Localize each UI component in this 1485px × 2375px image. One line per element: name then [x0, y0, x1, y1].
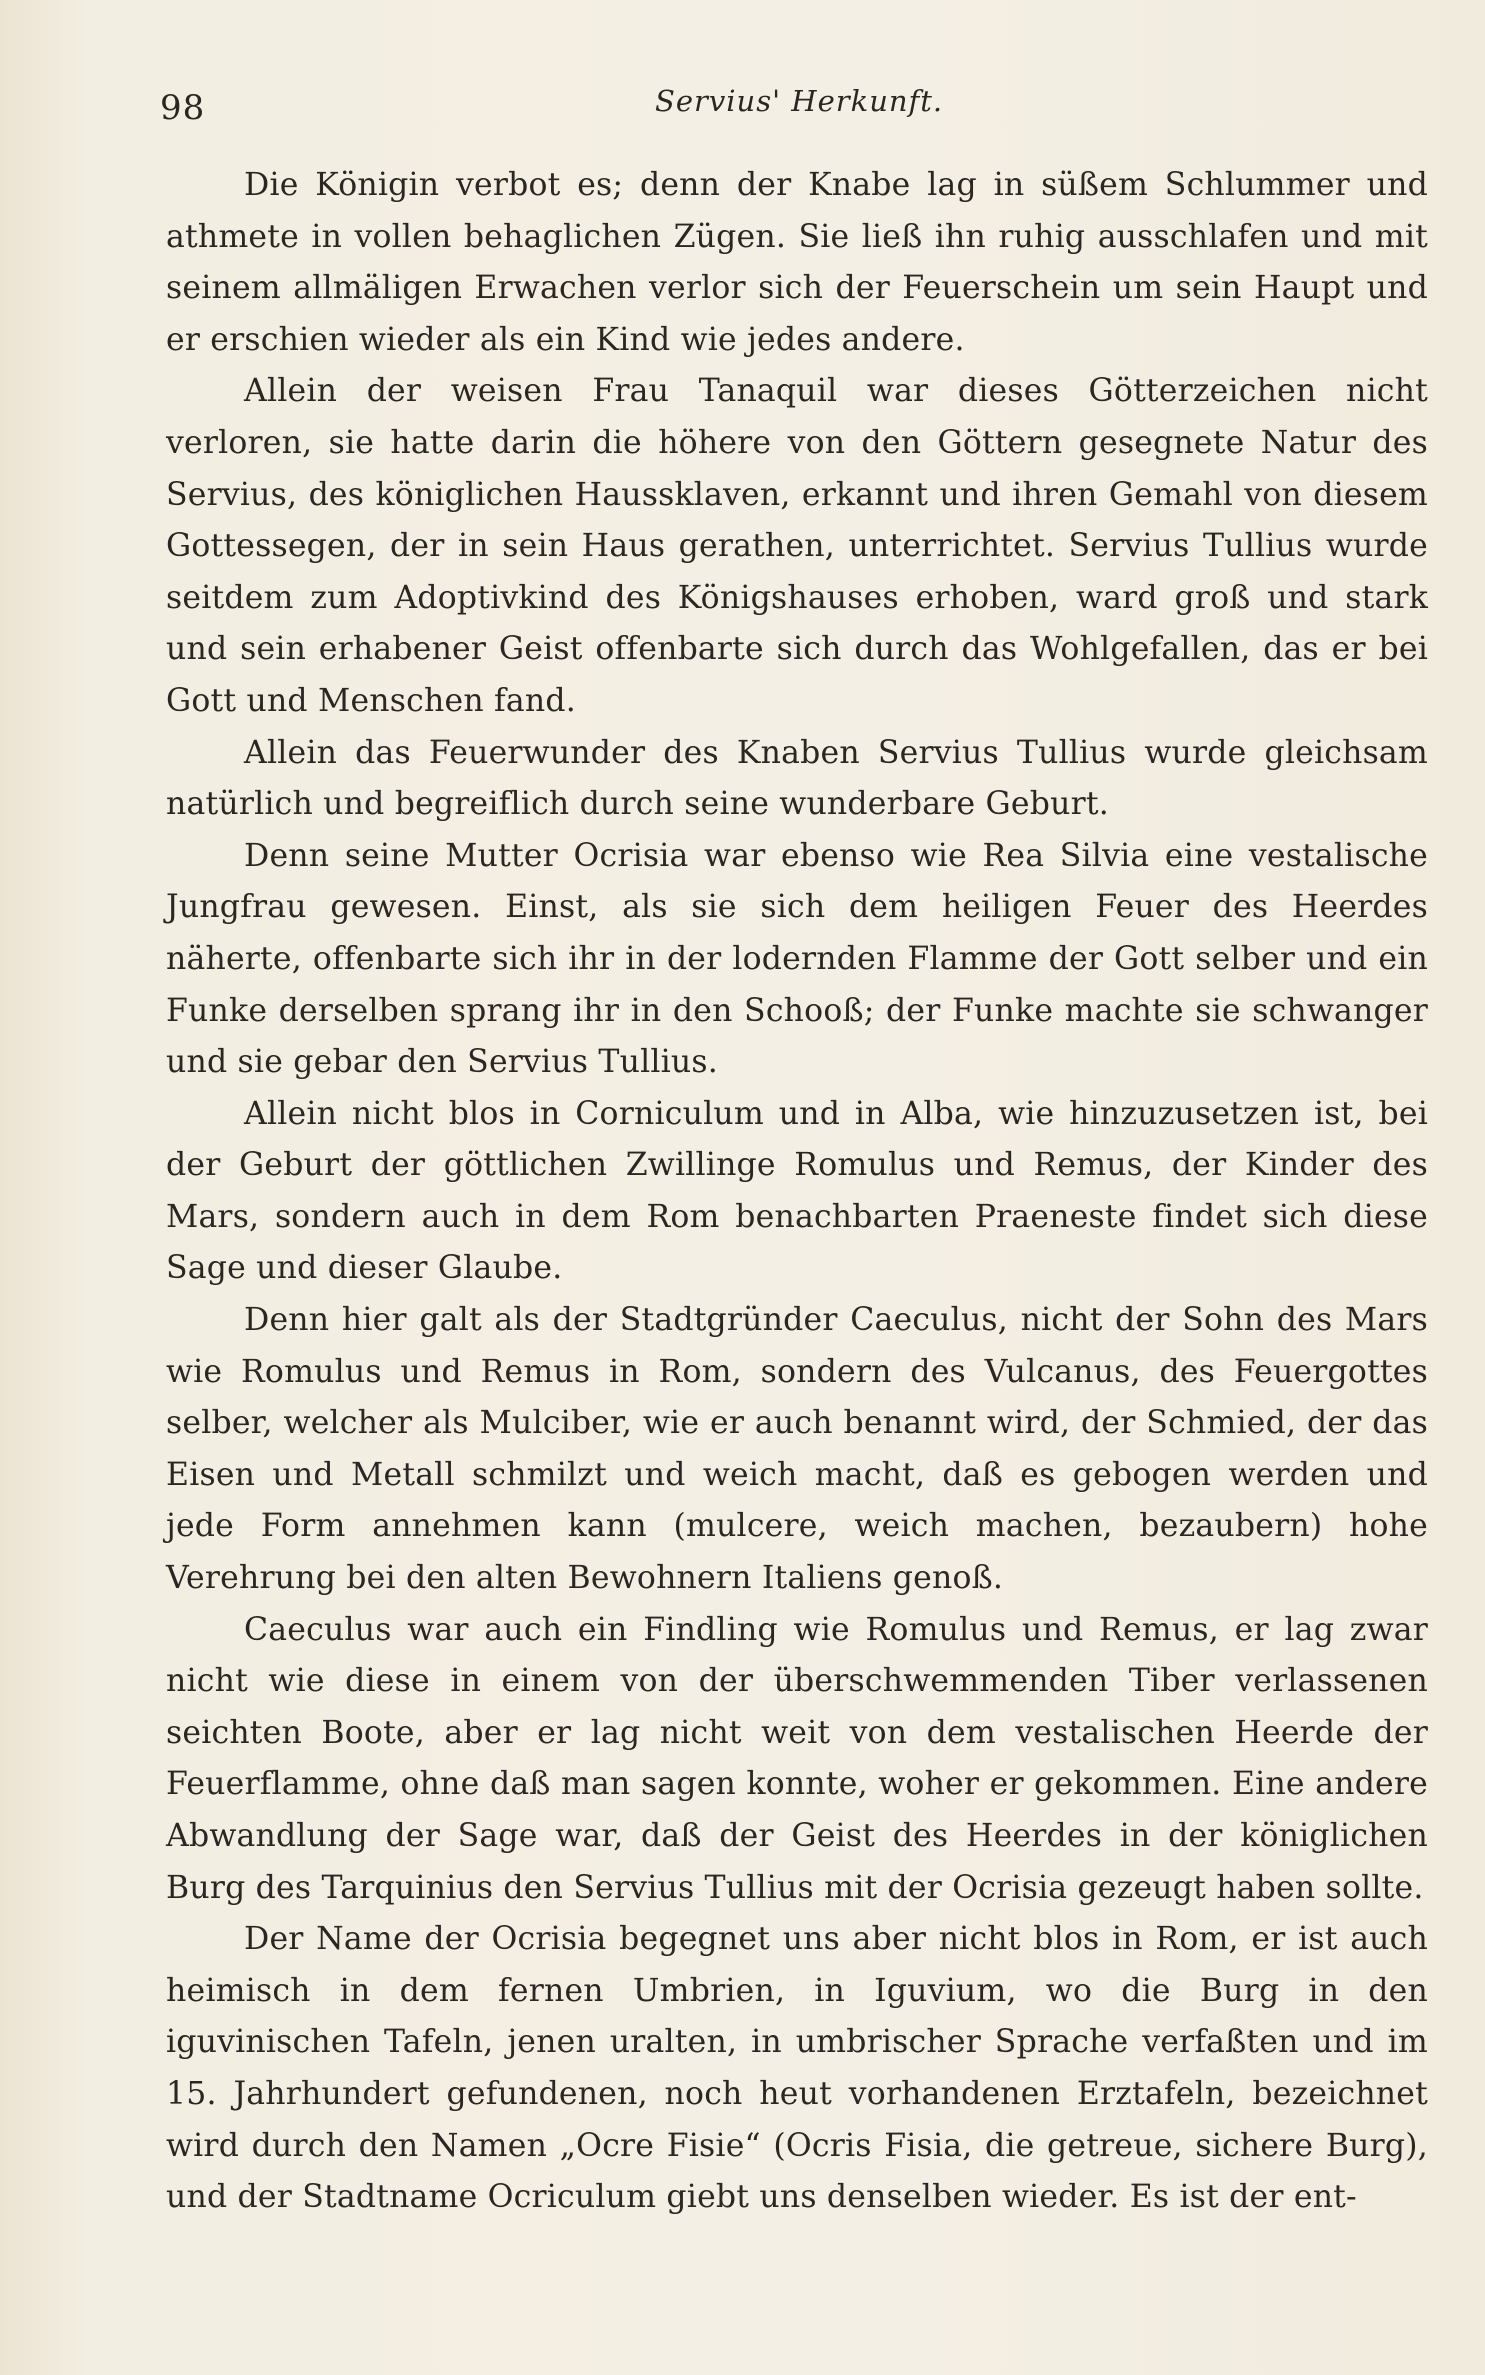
paragraph: Denn hier galt als der Stadtgründer Caeculus, nicht der Sohn des Mars wie Romulus und Remus in Rom, sondern des Vulcanus, des Feuergottes selber, welcher als Mulciber, wie er auch benannt wird, der Schmied, der das Eisen und Metall schmilzt und weich macht, daß es gebogen werden und jede Form annehmen kann (mulcere, weich machen, bezaubern) hohe Verehrung bei den alten Bewohnern Italiens genoß.: [166, 1302, 1428, 1597]
paragraph: Der Name der Ocrisia begegnet uns aber nicht blos in Rom, er ist auch heimisch in dem fernen Umbrien, in Iguvium, wo die Burg in den iguvinischen Tafeln, jenen uralten, in umbrischer Sprache verfaßten und im 15. Jahrhundert gefundenen, noch heut vorhandenen Erztafeln, bezeichnet wird durch den Namen „Ocre Fisie“ (Ocris Fisia, die getreue, sichere Burg), und der Stadtname Ocriculum giebt uns denselben wieder. Es ist der ent-: [166, 1921, 1428, 2216]
paragraph: Die Königin verbot es; denn der Knabe lag in süßem Schlummer und athmete in vollen behaglichen Zügen. Sie ließ ihn ruhig ausschlafen und mit seinem allmäligen Erwachen verlor sich der Feuerschein um sein Haupt und er erschien wieder als ein Kind wie jedes andere.: [166, 167, 1428, 358]
paragraph: Denn seine Mutter Ocrisia war ebenso wie Rea Silvia eine vestalische Jungfrau gewesen. Einst, als sie sich dem heiligen Feuer des Heerdes näherte, offenbarte sich ihr in der lodernden Flamme der Gott selber und ein Funke derselben sprang ihr in den Schooß; der Funke machte sie schwanger und sie gebar den Servius Tullius.: [166, 837, 1428, 1081]
paragraph: Allein der weisen Frau Tanaquil war dieses Götterzeichen nicht verloren, sie hatte darin die höhere von den Göttern gesegnete Natur des Servius, des königlichen Haussklaven, erkannt und ihren Gemahl von diesem Gottessegen, der in sein Haus gerathen, unterrichtet. Servius Tullius wurde seitdem zum Adoptivkind des Königshauses erhoben, ward groß und stark und sein erhabener Geist offenbarte sich durch das Wohlgefallen, das er bei Gott und Menschen fand.: [166, 373, 1428, 719]
paragraph: Allein nicht blos in Corniculum und in Alba, wie hinzuzusetzen ist, bei der Geburt der göttlichen Zwillinge Romulus und Remus, der Kinder des Mars, sondern auch in dem Rom benachbarten Praeneste findet sich diese Sage und dieser Glaube.: [166, 1095, 1428, 1287]
paragraph: Allein das Feuerwunder des Knaben Servius Tullius wurde gleichsam natürlich und begreiflich durch seine wunderbare Geburt.: [166, 734, 1428, 823]
running-title: Servius' Herkunft.: [655, 84, 944, 118]
page-number: 98: [160, 88, 206, 128]
paragraph: Caeculus war auch ein Findling wie Romulus und Remus, er lag zwar nicht wie diese in einem von der überschwemmenden Tiber verlassenen seichten Boote, aber er lag nicht weit von dem vestalischen Heerde der Feuerflamme, ohne daß man sagen konnte, woher er gekommen. Eine andere Abwandlung der Sage war, daß der Geist des Heerdes in der königlichen Burg des Tarquinius den Servius Tullius mit der Ocrisia gezeugt haben sollte.: [166, 1611, 1428, 1906]
body-text: [166, 160, 1428, 2224]
